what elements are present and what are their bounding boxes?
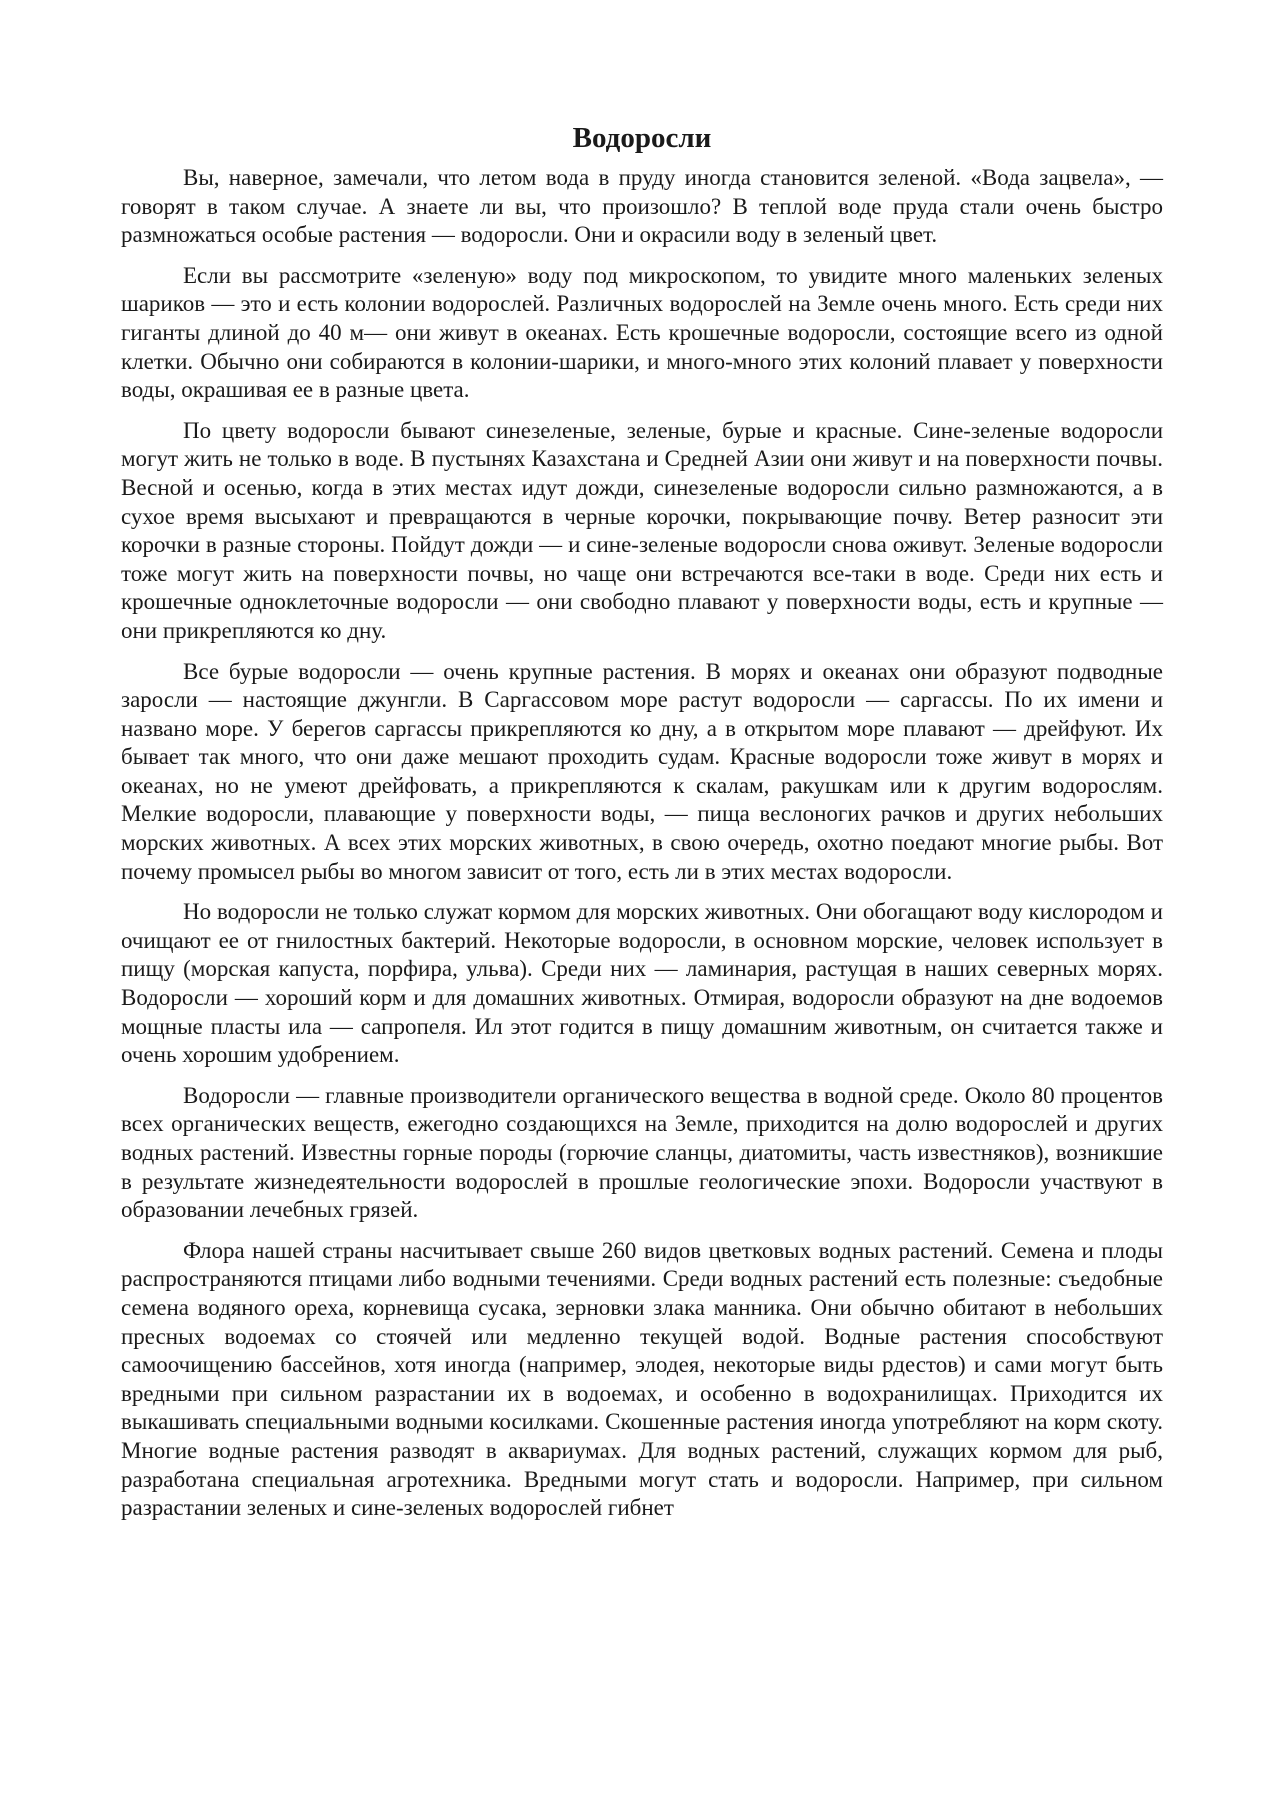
paragraph-4: Все бурые водоросли — очень крупные растения. В морях и океанах они образуют подводные заросли — настоящие джунгли. В Саргассовом море растут водоросли — саргассы. По их имени и названо море. У берегов саргассы прикрепляются ко дну, а в открытом море плавают — дрейфуют. Их бывает так много, что они даже мешают проходить судам. Красные водоросли тоже живут в морях и океанах, но не умеют дрейфовать, а прикрепляются к скалам, ракушкам или к другим водорослям. Мелкие водоросли, плавающие у поверхности воды, — пища веслоногих рачков и других небольших морских животных. А всех этих морских животных, в свою очередь, охотно поедают многие рыбы. Вот почему промысел рыбы во многом зависит от того, есть ли в этих местах водоросли. bbox=[121, 658, 1163, 884]
paragraph-6: Водоросли — главные производители органического вещества в водной среде. Около 80 процентов всех органических веществ, ежегодно создающихся на Земле, приходится на долю водорослей и других водных растений. Известны горные породы (горючие сланцы, диатомиты, часть известняков), возникшие в результате жизнедеятельности водорослей в прошлые геологические эпохи. Водоросли участвуют в образовании лечебных грязей. bbox=[121, 1082, 1163, 1223]
paragraph-1: Вы, наверное, замечали, что летом вода в пруду иногда становится зеленой. «Вода зацвела», — говорят в таком случае. А знаете ли вы, что произошло? В теплой воде пруда стали очень быстро размножаться особые растения — водоросли. Они и окрасили воду в зеленый цвет. bbox=[121, 165, 1163, 248]
paragraph-3: По цвету водоросли бывают синезеленые, зеленые, бурые и красные. Сине-зеленые водоросли могут жить не только в воде. В пустынях Казахстана и Средней Азии они живут и на поверхности почвы. Весной и осенью, когда в этих местах идут дожди, синезеленые водоросли сильно размножаются, а в сухое время высыхают и превращаются в черные корочки, покрывающие почву. Ветер разносит эти корочки в разные стороны. Пойдут дожди — и сине-зеленые водоросли снова оживут. Зеленые водоросли тоже могут жить на поверхности почвы, но чаще они встречаются все-таки в воде. Среди них есть и крошечные одноклеточные водоросли — они свободно плавают у поверхности воды, есть и крупные — они прикрепляются ко дну. bbox=[121, 417, 1163, 643]
paragraph-2: Если вы рассмотрите «зеленую» воду под микроскопом, то увидите много маленьких зеленых шариков — это и есть колонии водорослей. Различных водорослей на Земле очень много. Есть среди них гиганты длиной до 40 м— они живут в океанах. Есть крошечные водоросли, состоящие всего из одной клетки. Обычно они собираются в колонии-шарики, и много-много этих колоний плавает у поверхности воды, окрашивая ее в разные цвета. bbox=[121, 262, 1163, 403]
paragraph-5: Но водоросли не только служат кормом для морских животных. Они обогащают воду кислородом и очищают ее от гнилостных бактерий. Некоторые водоросли, в основном морские, человек использует в пищу (морская капуста, порфира, ульва). Среди них — ламинария, растущая в наших северных морях. Водоросли — хороший корм и для домашних животных. Отмирая, водоросли образуют на дне водоемов мощные пласты ила — сапропеля. Ил этот годится в пищу домашним животным, он считается также и очень хорошим удобрением. bbox=[121, 899, 1163, 1068]
document-title: Водоросли bbox=[572, 122, 712, 154]
document-page bbox=[121, 118, 1163, 1535]
paragraph-7: Флора нашей страны насчитывает свыше 260 видов цветковых водных растений. Семена и плоды распространяются птицами либо водными течениями. Среди водных растений есть полезные: съедобные семена водяного ореха, корневища сусака, зерновки злака манника. Они обычно обитают в небольших пресных водоемах со стоячей или медленно текущей водой. Водные растения способствуют самоочищению бассейнов, хотя иногда (например, элодея, некоторые виды рдестов) и сами могут быть вредными при сильном разрастании их в водоемах, и особенно в водохранилищах. Приходится их выкашивать специальными водными косилками. Скошенные растения иногда употребляют на корм скоту. Многие водные растения разводят в аквариумах. Для водных растений, служащих кормом для рыб, разработана специальная агротехника. Вредными могут стать и водоросли. Например, при сильном разрастании зеленых и сине-зеленых водорослей гибнет bbox=[121, 1237, 1163, 1521]
